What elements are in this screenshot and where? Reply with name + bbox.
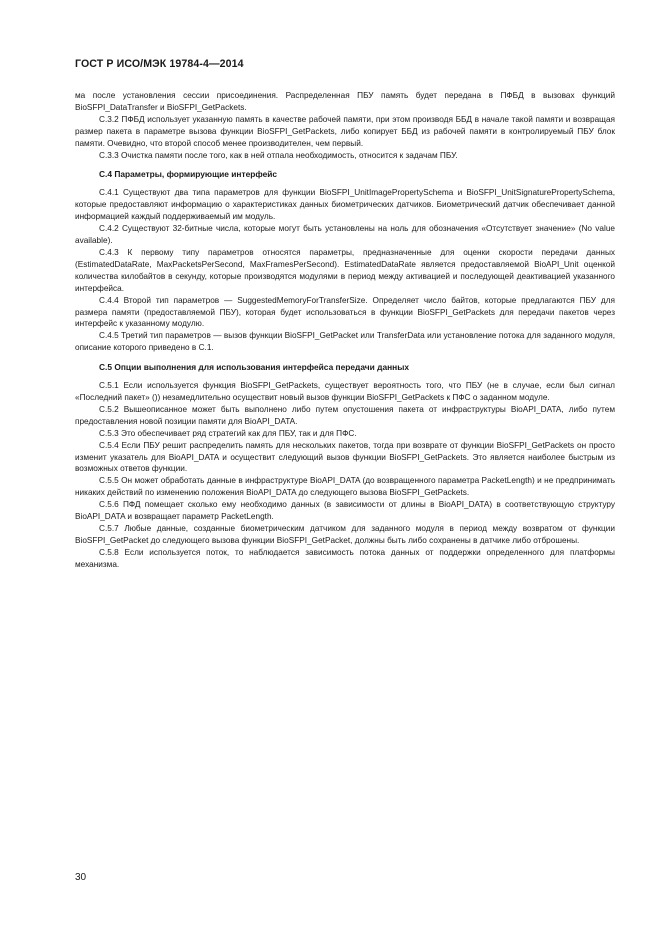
page-header-standard-title: ГОСТ Р ИСО/МЭК 19784-4—2014 — [75, 58, 244, 70]
paragraph-c-5-5: C.5.5 Он может обработать данные в инфраструктуре BioAPI_DATA (до возвращенного параметра PacketLength) и не предпринимать никаких действий по изменению положения BioAPI_DATA до следующего вызова BioSFPI_GetPackets. — [75, 476, 615, 498]
paragraph-c-4-2: C.4.2 Существуют 32-битные числа, которые могут быть установлены на ноль для обозначения «Отсутствует значение» (No value available). — [75, 224, 615, 246]
paragraph-c-5-1: C.5.1 Если используется функция BioSFPI_GetPackets, существует вероятность того, что ПБУ (не в случае, если был сигнал «Последний пакет» ()) незамедлительно осуществит новый вызов функции BioSFPI_GetPackets к ПФС о заданном модуле. — [75, 381, 615, 403]
paragraph-c-4-3: C.4.3 К первому типу параметров относятся параметры, предназначенные для оценки скорости передачи данных (EstimatedDataRate, MaxPacketsPerSecond, MaxFramesPerSecond). EstimatedDataRate является предоставляемой BioAPI_Unit оценкой количества килобайтов в секунду, которые производятся модулями в период между активацией и последующей деактивацией указанного интерфейса. — [75, 247, 615, 293]
paragraph-c-3-2: C.3.2 ПФБД использует указанную память в качестве рабочей памяти, при этом производя ББД в начале такой памяти и возвращая размер пакета в параметре вызова функции BioSFPI_GetPackets, либо копирует ББД из рабочей памяти в контролируемый ПБУ блок памяти. Очевидно, что второй способ менее производителен, чем первый. — [75, 114, 615, 148]
paragraph-c-3-3: C.3.3 Очистка памяти после того, как в ней отпала необходимость, относится к задачам ПБУ. — [99, 150, 458, 160]
page-body — [75, 90, 615, 571]
paragraph-c-4-5: C.4.5 Третий тип параметров — вызов функции BioSFPI_GetPacket или TransferData или установление потока для заданного модуля, описание которого приведено в C.1. — [75, 331, 615, 353]
paragraph-continuation: ма после установления сессии присоединения. Распределенная ПБУ память будет передана в ПФБД в вызовах функций BioSFPI_DataTransfer и BioSFPI_GetPackets. — [75, 91, 615, 112]
paragraph-c-5-4: C.5.4 Если ПБУ решит распределить память для нескольких пакетов, тогда при возврате от функции BioSFPI_GetPackets он просто изменит указатель для BioAPI_DATA и осуществит следующий вызов функции BioSFPI_GetPackets. Это является наиболее быстрым из возможных ответов функции. — [75, 440, 615, 474]
section-heading-c-4: C.4 Параметры, формирующие интерфейс — [99, 169, 278, 180]
page-number: 30 — [75, 872, 87, 883]
paragraph-c-4-4: C.4.4 Второй тип параметров — SuggestedMemoryForTransferSize. Определяет число байтов, которые предлагаются ПБУ для размера памяти (предоставляемой ПБУ), которая будет использоваться в функции BioSFPI_GetPackets для передачи пакетов через интерфейс к указанному модулю. — [75, 295, 615, 329]
section-heading-c-5: C.5 Опции выполнения для использования интерфейса передачи данных — [99, 362, 410, 373]
paragraph-c-5-2: C.5.2 Вышеописанное может быть выполнено либо путем опустошения пакета от инфраструктуры BioAPI_DATA, либо путем предоставления новой позиции памяти для BioAPI_DATA. — [75, 404, 615, 426]
paragraph-c-4-1: C.4.1 Существуют два типа параметров для функции BioSFPI_UnitImagePropertySchema и BioSFPI_UnitSignaturePropertySchema, которые предоставляют информацию о характеристиках данных биометрических датчиков. Биометрический датчик обеспечивает данной информацией каждый поддерживаемый им модуль. — [75, 188, 615, 222]
paragraph-c-5-8: C.5.8 Если используется поток, то наблюдается зависимость потока данных от поддержки определенного для платформы механизма. — [75, 547, 615, 569]
paragraph-c-5-3: C.5.3 Это обеспечивает ряд стратегий как для ПБУ, так и для ПФС. — [99, 428, 357, 438]
paragraph-c-5-6: C.5.6 ПФД помещает сколько ему необходимо данных (в зависимости от длины в BioAPI_DATA) в соответствующую структуру BioAPI_DATA и возвращает параметр PacketLength. — [75, 500, 615, 522]
paragraph-c-5-7: C.5.7 Любые данные, созданные биометрическим датчиком для заданного модуля в период между возвратом от функции BioSFPI_GetPacket до следующего вызова функции BioSFPI_GetPacket, должны быть либо сохранены в датчике либо отброшены. — [75, 524, 615, 545]
